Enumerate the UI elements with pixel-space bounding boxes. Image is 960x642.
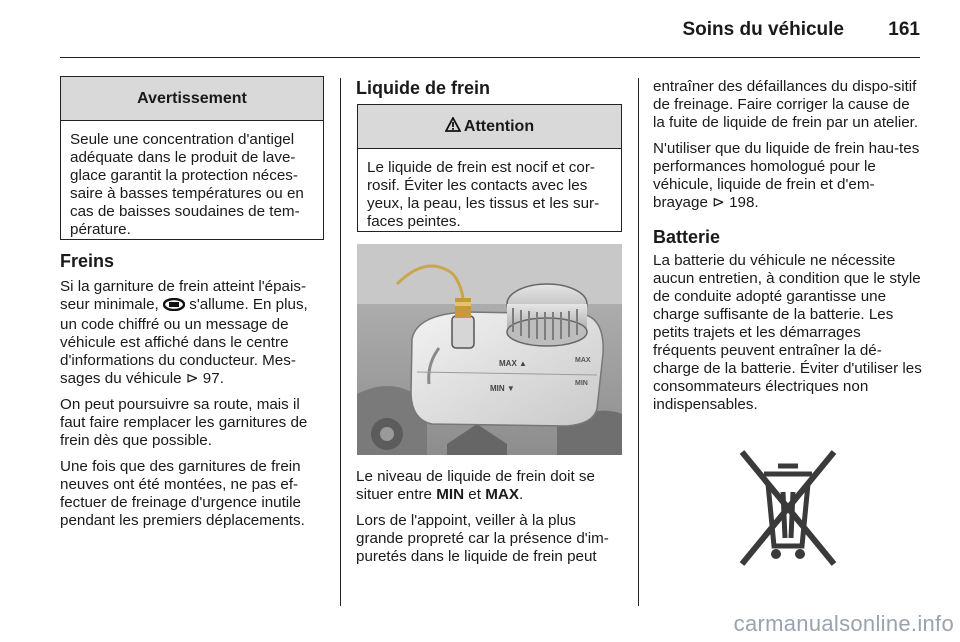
- photo-max-label-right: MAX: [575, 357, 591, 364]
- freins-p1-text-a: Si la garniture de frein atteint l'épais-seur minimale,: [60, 278, 307, 313]
- liquide-de-frein-heading: Liquide de frein: [356, 78, 491, 98]
- liquide-p1-text: Le niveau de liquide de frein doit se situer entre: [356, 468, 595, 503]
- freins-paragraph-3: Une fois que des garnitures de frein neuves ont été montées, ne pas ef-fectuer de freinage d'urgence inutile pendant les premiers déplacements.: [60, 458, 305, 529]
- photo-max-label: MAX ▲: [499, 359, 527, 368]
- watermark: carmanualsonline.info: [733, 611, 954, 636]
- attention-box-title: Attention: [463, 117, 535, 135]
- liquide-p1-et: et: [468, 486, 481, 503]
- liquide-text: [356, 468, 622, 574]
- batterie-heading: Batterie: [653, 227, 721, 247]
- column-divider-1: [340, 78, 341, 606]
- photo-min-label: MIN ▼: [490, 384, 515, 393]
- column-divider-2: [638, 78, 639, 606]
- warning-box-text: Seule une concentration d'antigel adéquate dans le produit de lave-glace garantit la protection néces-saire à basses températures ou en cas de baisses soudaines de tem-pérature.: [70, 131, 304, 238]
- attention-box-header: [358, 105, 621, 149]
- freins-p1-text-b: s'allume. En plus, un code chiffré ou un message de véhicule est affiché dans le centre d'informations du conducteur. Mes-sages du véhicule: [60, 296, 308, 387]
- freins-heading: Freins: [60, 251, 115, 271]
- reference-arrow-icon: ⊳: [712, 194, 725, 211]
- reference-arrow-icon: ⊳: [185, 370, 199, 387]
- col3-paragraph-2: [653, 140, 923, 212]
- crossed-out-bin-icon: [736, 444, 840, 577]
- batterie-paragraph: La batterie du véhicule ne nécessite aucun entretien, à condition que le style de conduite adopté garantisse une charge suffisante de la batterie. Les petits trajets et les démarrages fréquents peuvent entraîner la dé-charge de la batterie. Éviter d'utiliser les consommateurs électriques non indispensables.: [653, 252, 922, 413]
- attention-box-text: Le liquide de frein est nocif et cor-rosif. Éviter les contacts avec les yeux, la peau, les tissus et les sur-faces peintes.: [367, 159, 600, 230]
- attention-box: [357, 104, 622, 232]
- freins-p1-reference[interactable]: 97.: [202, 370, 224, 387]
- brake-fluid-reservoir-photo: [357, 244, 622, 455]
- page-number: 161: [888, 19, 920, 40]
- liquide-p1-end: .: [518, 486, 524, 503]
- photo-min-label-right: MIN: [575, 380, 588, 387]
- max-keyword: MAX: [485, 486, 519, 503]
- freins-paragraph-2: On peut poursuivre sa route, mais il faut faire remplacer les garnitures de frein dès que possible.: [60, 396, 308, 449]
- col3-p2-text: N'utiliser que du liquide de frein hau-tes performances homologué pour le véhicule, liquide de frein et d'em-brayage: [653, 140, 920, 211]
- section-title: Soins du véhicule: [682, 19, 844, 40]
- liquide-paragraph-1: [356, 468, 622, 504]
- page-header: [60, 0, 920, 58]
- min-keyword: MIN: [436, 486, 465, 503]
- liquide-paragraph-2: Lors de l'appoint, veiller à la plus grande propreté car la présence d'im-puretés dans le liquide de frein peut: [356, 512, 609, 565]
- liquide-heading-wrap: [356, 77, 622, 99]
- col3-text: [653, 78, 923, 422]
- brake-pad-warning-icon: [163, 298, 185, 316]
- freins-section: [60, 250, 324, 538]
- warning-box-title: Avertissement: [61, 77, 323, 121]
- col3-p2-reference[interactable]: 198.: [729, 194, 759, 211]
- freins-paragraph-1: [60, 278, 324, 388]
- warning-triangle-icon: [445, 117, 461, 137]
- col3-paragraph-1: entraîner des défaillances du dispo-sitif de freinage. Faire corriger la cause de la fuite de liquide de frein par un atelier.: [653, 78, 919, 131]
- warning-box: [60, 76, 324, 240]
